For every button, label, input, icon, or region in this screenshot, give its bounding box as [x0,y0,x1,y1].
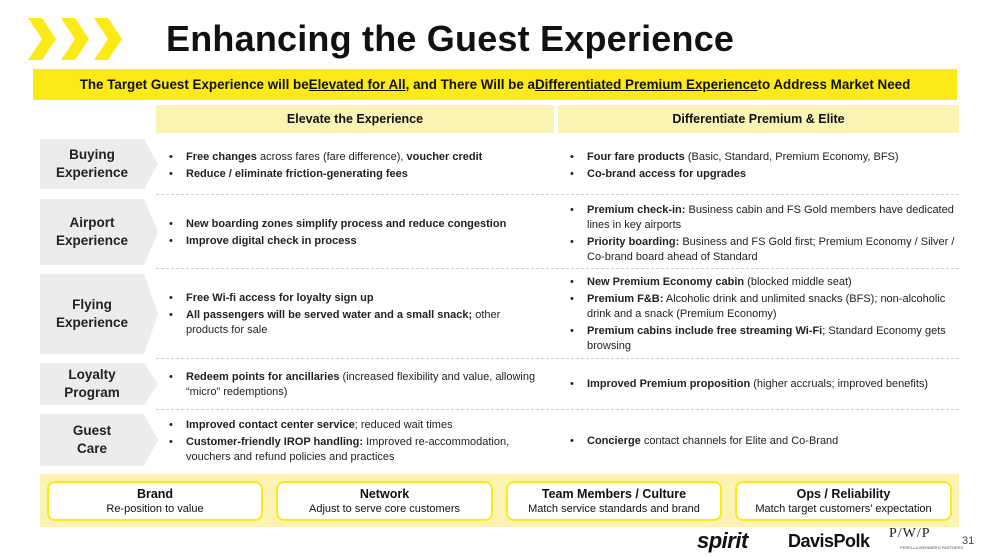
premium-cell [567,150,955,184]
elevate-cell [166,418,541,467]
pwp-logo-subtext: PERELLA WEINBERG PARTNERS [900,545,964,550]
bullet-item: • Premium cabins include free streaming Wi-Fi; Standard Economy gets browsing [567,324,955,354]
premium-cell [567,275,955,356]
pillar-box [506,481,722,521]
row-label-line-1: Airport [69,215,115,230]
davis-polk-logo: DavisPolk [788,531,870,551]
row-divider [156,358,959,359]
bullet-item: • Four fare products (Basic, Standard, Premium Economy, BFS) [567,150,955,165]
subtitle-banner [33,69,957,100]
elevate-cell [166,150,541,184]
bullet-item: • Improved contact center service; reduced wait times [166,418,541,433]
row-label [40,363,158,405]
page-title: Enhancing the Guest Experience [166,18,735,59]
bullet-item: • Premium F&B: Alcoholic drink and unlimited snacks (BFS); non-alcoholic drink and a snack (Premium Economy) [567,292,955,322]
banner-emphasis-1: Elevated for All [308,77,406,92]
bullet-item: • Premium check-in: Business cabin and FS Gold members have dedicated lines in key airports [567,203,955,233]
page-number: 31 [962,535,975,547]
row-label-line-2: Experience [55,233,129,248]
pillar-title: Ops / Reliability [796,486,891,501]
bullet-item: • Redeem points for ancillaries (increased flexibility and value, allowing “micro” redemptions) [166,370,541,400]
bullet-item: • Co-brand access for upgrades [567,167,955,182]
banner-text-2: , and There Will be a [405,77,535,92]
bullet-item: • All passengers will be served water and a small snack; other products for sale [166,308,541,338]
pillar-subtitle: Match service standards and brand [528,502,700,515]
pillar-box [47,481,263,521]
pillar-title: Network [359,486,410,501]
row-label [40,414,158,466]
bullet-item: • Free changes across fares (fare difference), voucher credit [166,150,541,165]
row-label-line-1: Flying [72,297,112,312]
pillar-subtitle: Re-position to value [106,502,204,515]
pillar-title: Team Members / Culture [541,486,687,501]
spirit-logo: spirit [697,528,748,553]
bullet-item: • Improve digital check in process [166,234,541,249]
row-label-line-1: Loyalty [68,367,116,382]
row-divider [156,268,959,269]
banner-text-3: to Address Market Need [757,77,911,92]
banner-text-1: The Target Guest Experience will be [79,77,309,92]
bullet-item: • Customer-friendly IROP handling: Improved re-accommodation, vouchers and refund policies and practices [166,435,541,465]
elevate-cell [166,291,541,340]
column-header-elevate: Elevate the Experience [156,105,554,133]
pillar-subtitle: Adjust to serve core customers [308,502,460,515]
banner-emphasis-2: Differentiated Premium Experience [534,77,758,92]
premium-cell [567,203,955,267]
row-label [40,199,158,265]
bullet-item: • Free Wi-fi access for loyalty sign up [166,291,541,306]
elevate-cell [166,217,541,251]
row-label-line-1: Buying [69,147,115,162]
bullet-item: • Improved Premium proposition (higher accruals; improved benefits) [567,377,955,392]
row-label [40,274,158,354]
premium-cell [567,434,955,451]
pillar-box [276,481,493,521]
row-label-line-2: Care [76,441,108,456]
pillar-subtitle: Match target customers’ expectation [755,502,932,515]
bullet-item: • Reduce / eliminate friction-generating fees [166,167,541,182]
pwp-logo: P/W/P [889,526,931,541]
row-label-line-2: Program [64,385,120,400]
row-label [40,139,158,189]
chevron-arrows-icon [28,18,128,60]
bullet-item: • New Premium Economy cabin (blocked middle seat) [567,275,955,290]
column-header-premium: Differentiate Premium & Elite [558,105,959,133]
bullet-item: • Concierge contact channels for Elite and Co-Brand [567,434,955,449]
row-divider [156,194,959,195]
elevate-cell [166,370,541,402]
bullet-item: • New boarding zones simplify process and reduce congestion [166,217,541,232]
row-label-line-1: Guest [72,423,112,438]
row-label-line-2: Experience [55,165,129,180]
pillar-title: Brand [136,486,174,501]
row-divider [156,409,959,410]
pillar-box [735,481,952,521]
bullet-item: • Priority boarding: Business and FS Gold first; Premium Economy / Silver / Co-brand board ahead of Standard [567,235,955,265]
premium-cell [567,377,955,394]
row-label-line-2: Experience [55,315,129,330]
